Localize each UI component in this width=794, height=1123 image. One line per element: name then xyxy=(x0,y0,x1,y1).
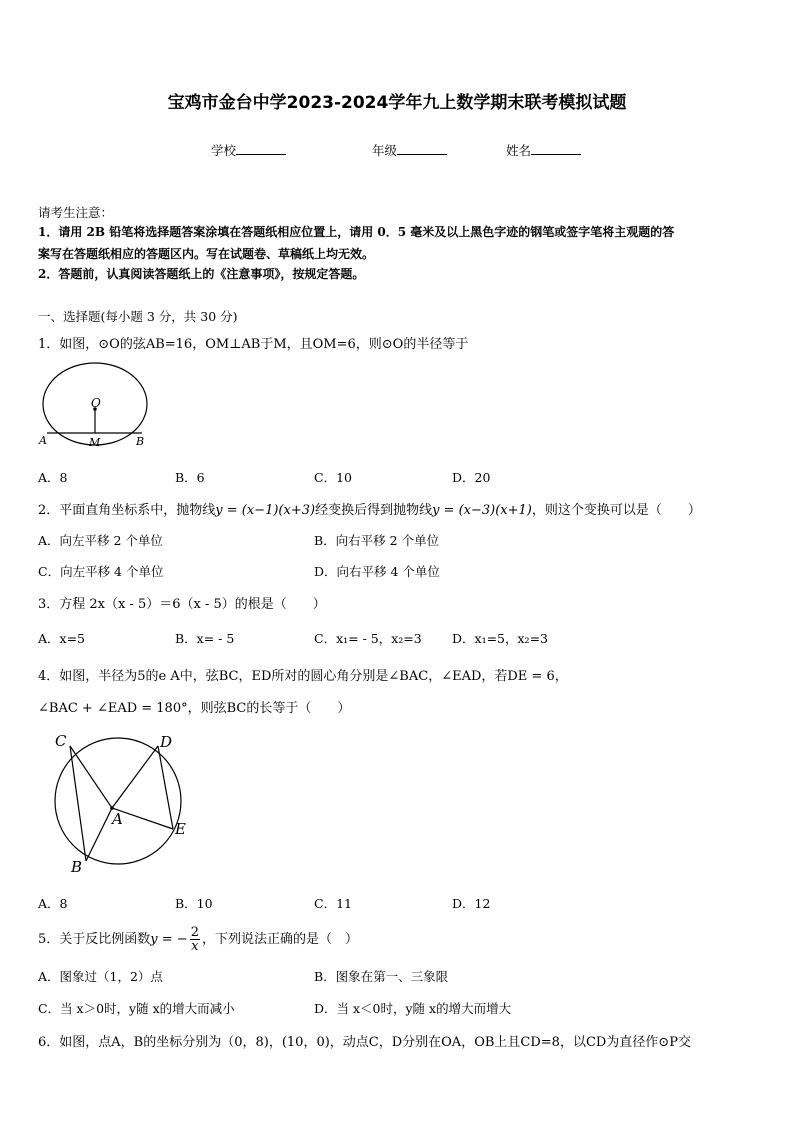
q4-chord-de xyxy=(158,746,173,829)
q3-option-b: B．x= - 5 xyxy=(175,631,235,646)
q2-option-d: D．向右平移 4 个单位 xyxy=(314,564,440,579)
q1-stem: 1．如图，⊙O的弦AB=16，OM⊥AB于M，且OM=6，则⊙O的半径等于 xyxy=(38,337,469,352)
grade-blank xyxy=(397,141,447,155)
q4-label-a: A xyxy=(112,810,123,828)
grade-label: 年级 xyxy=(372,143,398,158)
q1-label-o: O xyxy=(91,396,101,410)
q1-label-a: A xyxy=(39,434,47,447)
q4-option-c: C．11 xyxy=(314,896,352,911)
q2-option-b: B．向右平移 2 个单位 xyxy=(314,533,440,548)
q4-option-b: B．10 xyxy=(175,896,213,911)
q1-option-d: D．20 xyxy=(452,470,491,485)
q1-label-b: B xyxy=(136,435,145,448)
q5-stem-b: ，下列说法正确的是（ ） xyxy=(201,932,358,947)
notice-line-2: 2．答题前，认真阅读答题纸上的《注意事项》，按规定答题。 xyxy=(38,267,365,281)
q5-fraction xyxy=(190,926,200,953)
q5-option-b: B．图象在第一、三象限 xyxy=(314,969,449,984)
q2-option-c: C．向左平移 4 个单位 xyxy=(38,564,164,579)
q4-option-a: A．8 xyxy=(38,896,68,911)
q4-circle xyxy=(55,738,181,864)
q3-option-d: D．x₁=5，x₂=3 xyxy=(452,631,548,646)
q2-stem-c: ，则这个变换可以是（ ） xyxy=(531,503,701,518)
q2-equation-1: y = (x−1)(x+3) xyxy=(215,503,316,518)
q5-fraction-numerator: 2 xyxy=(190,925,199,940)
q4-label-e: E xyxy=(175,820,186,838)
q1-option-a: A．8 xyxy=(38,470,68,485)
grade-field xyxy=(372,141,447,159)
q3-option-c: C．x₁= - 5，x₂=3 xyxy=(314,631,422,646)
q4-option-d: D．12 xyxy=(452,896,491,911)
name-blank xyxy=(531,141,581,155)
q4-label-c: C xyxy=(55,732,67,750)
section-heading: 一、选择题(每小题 3 分，共 30 分) xyxy=(38,309,238,324)
q3-stem: 3．方程 2x（x - 5）＝6（x - 5）的根是（ ） xyxy=(38,597,326,612)
q4-figure xyxy=(44,728,196,876)
q4-stem-line-1: 4．如图，半径为5的e A中，弦BC，ED所对的圆心角分别是∠BAC，∠EAD，若DE = 6， xyxy=(38,669,568,684)
name-field xyxy=(506,141,581,159)
q2-option-a: A．向左平移 2 个单位 xyxy=(38,533,163,548)
notice-line-1: 1．请用 2B 铅笔将选择题答案涂填在答题纸相应位置上，请用 0．5 毫米及以上黑色字迹的钢笔或签字笔将主观题的答 xyxy=(38,225,675,239)
school-label: 学校 xyxy=(211,143,237,158)
q5-option-a: A．图象过（1，2）点 xyxy=(38,969,163,984)
q1-label-m: M xyxy=(89,436,101,449)
q2-stem-a: 2．平面直角坐标系中，抛物线 xyxy=(38,503,216,518)
q4-label-d: D xyxy=(160,733,173,751)
q6-stem: 6．如图，点A，B的坐标分别为（0，8)，(10，0)，动点C，D分别在OA，OB上且CD=8，以CD为直径作⊙P交 xyxy=(38,1035,691,1050)
q2-equation-2: y = (x−3)(x+1) xyxy=(432,503,532,518)
q5-stem xyxy=(38,920,358,960)
q5-option-c: C．当 x＞0时，y随 x的增大而减小 xyxy=(38,1001,235,1016)
name-label: 姓名 xyxy=(506,143,532,158)
q1-option-b: B．6 xyxy=(175,470,205,485)
page-title: 宝鸡市金台中学2023-2024学年九上数学期末联考模拟试题 xyxy=(167,93,627,113)
q4-stem-line-2: ∠BAC + ∠EAD = 180°，则弦BC的长等于（ ） xyxy=(38,701,351,716)
q3-option-a: A．x=5 xyxy=(38,631,86,646)
school-blank xyxy=(236,141,286,155)
q1-figure xyxy=(38,358,154,450)
q2-stem-b: 经变换后得到抛物线 xyxy=(315,503,433,518)
q4-label-b: B xyxy=(71,858,83,876)
notice-heading: 请考生注意： xyxy=(38,205,114,220)
q1-option-c: C．10 xyxy=(314,470,352,485)
q2-stem xyxy=(38,499,701,518)
q5-stem-a: 5．关于反比例函数 xyxy=(38,932,151,947)
school-field xyxy=(211,141,286,159)
q4-angle-bac xyxy=(70,746,112,861)
notice-line-1b: 案写在答题纸相应的答题区内。写在试题卷、草稿纸上均无效。 xyxy=(38,247,375,261)
q5-function-prefix: y = − xyxy=(150,932,188,947)
q5-option-d: D．当 x＜0时，y随 x的增大而增大 xyxy=(314,1001,512,1016)
q5-fraction-denominator: x xyxy=(191,939,199,954)
